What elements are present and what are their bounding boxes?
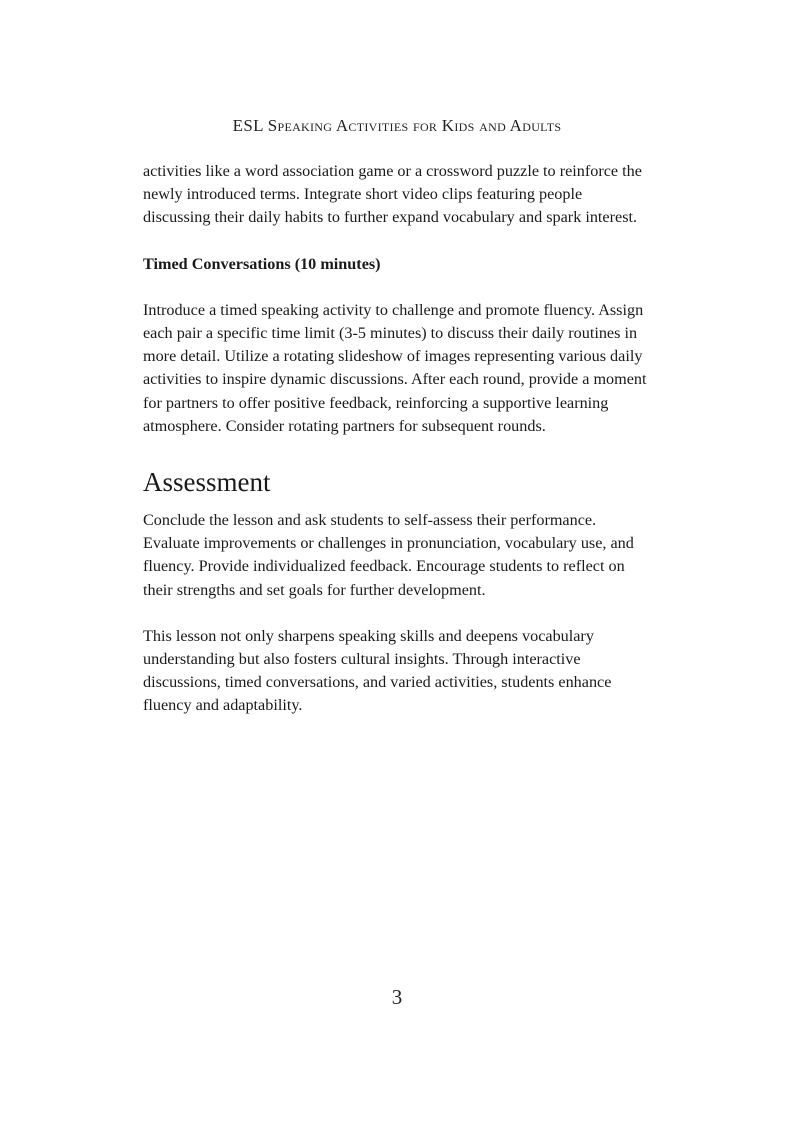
paragraph-gap: [143, 276, 653, 299]
page-content: [143, 160, 653, 718]
subheading-timed-conversations: Timed Conversations (10 minutes): [143, 254, 381, 273]
paragraph-assessment: Conclude the lesson and ask students to self-assess their performance. Evaluate improvements or challenges in pronunciation, vocabulary use, and fluency. Provide individualized feedback. Encourage students to reflect on their strengths and set goals for further development.: [143, 511, 634, 599]
page-number: 3: [391, 985, 403, 1009]
running-header: ESL Speaking Activities for Kids and Adults: [232, 116, 562, 135]
section-heading-assessment: Assessment: [143, 467, 271, 498]
paragraph-vocabulary-activities: activities like a word association game or a crossword puzzle to reinforce the newly introduced terms. Integrate short video clips featuring people discussing their daily habits to further expand vocabulary and spark interest.: [143, 162, 642, 227]
paragraph-gap: [143, 602, 653, 625]
paragraph-gap: [143, 230, 653, 253]
paragraph-conclusion: This lesson not only sharpens speaking skills and deepens vocabulary understanding but also fosters cultural insights. Through interactive discussions, timed conversations, and varied activities, students enhance fluency and adaptability.: [143, 626, 612, 715]
paragraph-timed-conversations: Introduce a timed speaking activity to challenge and promote fluency. Assign each pair a specific time limit (3-5 minutes) to discuss their daily routines in more detail. Utilize a rotating slideshow of images representing various daily activities to inspire dynamic discussions. After each round, provide a moment for partners to offer positive feedback, reinforcing a supportive learning atmosphere. Consider rotating partners for subsequent rounds.: [143, 300, 647, 435]
